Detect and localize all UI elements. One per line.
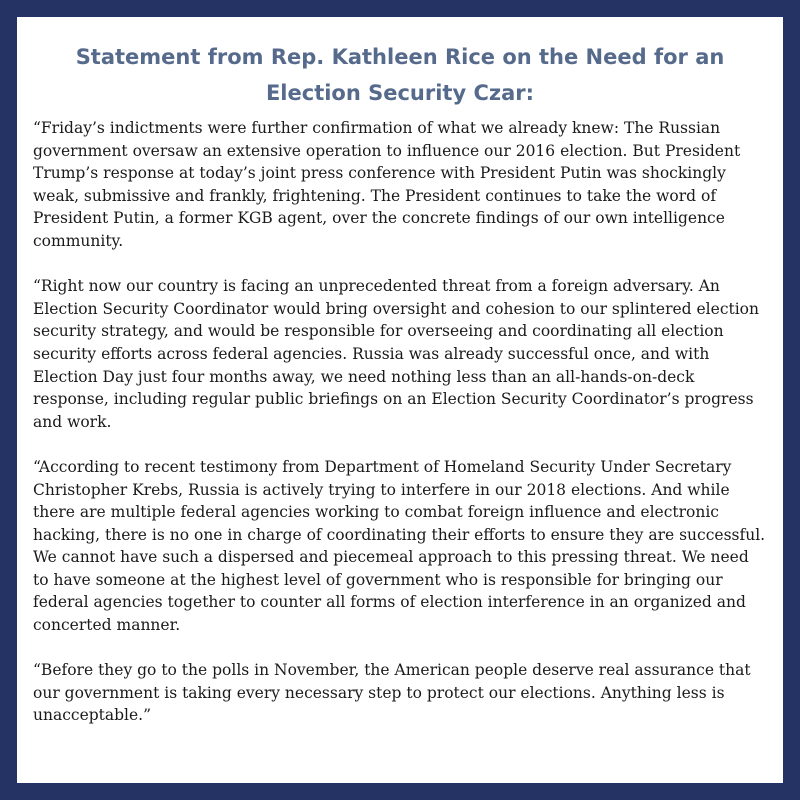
statement-paragraph: “Right now our country is facing an unprecedented threat from a foreign adversary. An Election Security Coordinator would bring oversight and cohesion to our splintered election security strategy, and would be responsible for overseeing and coordinating all election security efforts across federal agencies. Russia was already successful once, and with Election Day just four months away, we need nothing less than an all-hands-on-deck response, including regular public briefings on an Election Security Coordinator’s progress and work. (33, 277, 759, 431)
statement-title: Statement from Rep. Kathleen Rice on the Need for an Election Security Czar: (75, 45, 725, 105)
statement-paragraph: “According to recent testimony from Department of Homeland Security Under Secretary Christopher Krebs, Russia is actively trying to interfere in our 2018 elections. And while there are multiple federal agencies working to combat foreign influence and electronic hacking, there is no one in charge of coordinating their efforts to ensure they are successful. We cannot have such a dispersed and piecemeal approach to this pressing threat. We need to have someone at the highest level of government who is responsible for bringing our federal agencies together to counter all forms of election interference in an organized and concerted manner. (33, 457, 766, 635)
statement-card (17, 17, 783, 783)
statement-body (33, 117, 769, 727)
statement-paragraph: “Friday’s indictments were further confirmation of what we already knew: The Russian government oversaw an extensive operation to influence our 2016 election. But President Trump’s response at today’s joint press conference with President Putin was shockingly weak, submissive and frankly, frightening. The President continues to take the word of President Putin, a former KGB agent, over the concrete findings of our own intelligence community. (33, 119, 741, 250)
statement-paragraph: “Before they go to the polls in November, the American people deserve real assurance that our government is taking every necessary step to protect our elections. Anything less is unacceptable.” (33, 661, 751, 725)
